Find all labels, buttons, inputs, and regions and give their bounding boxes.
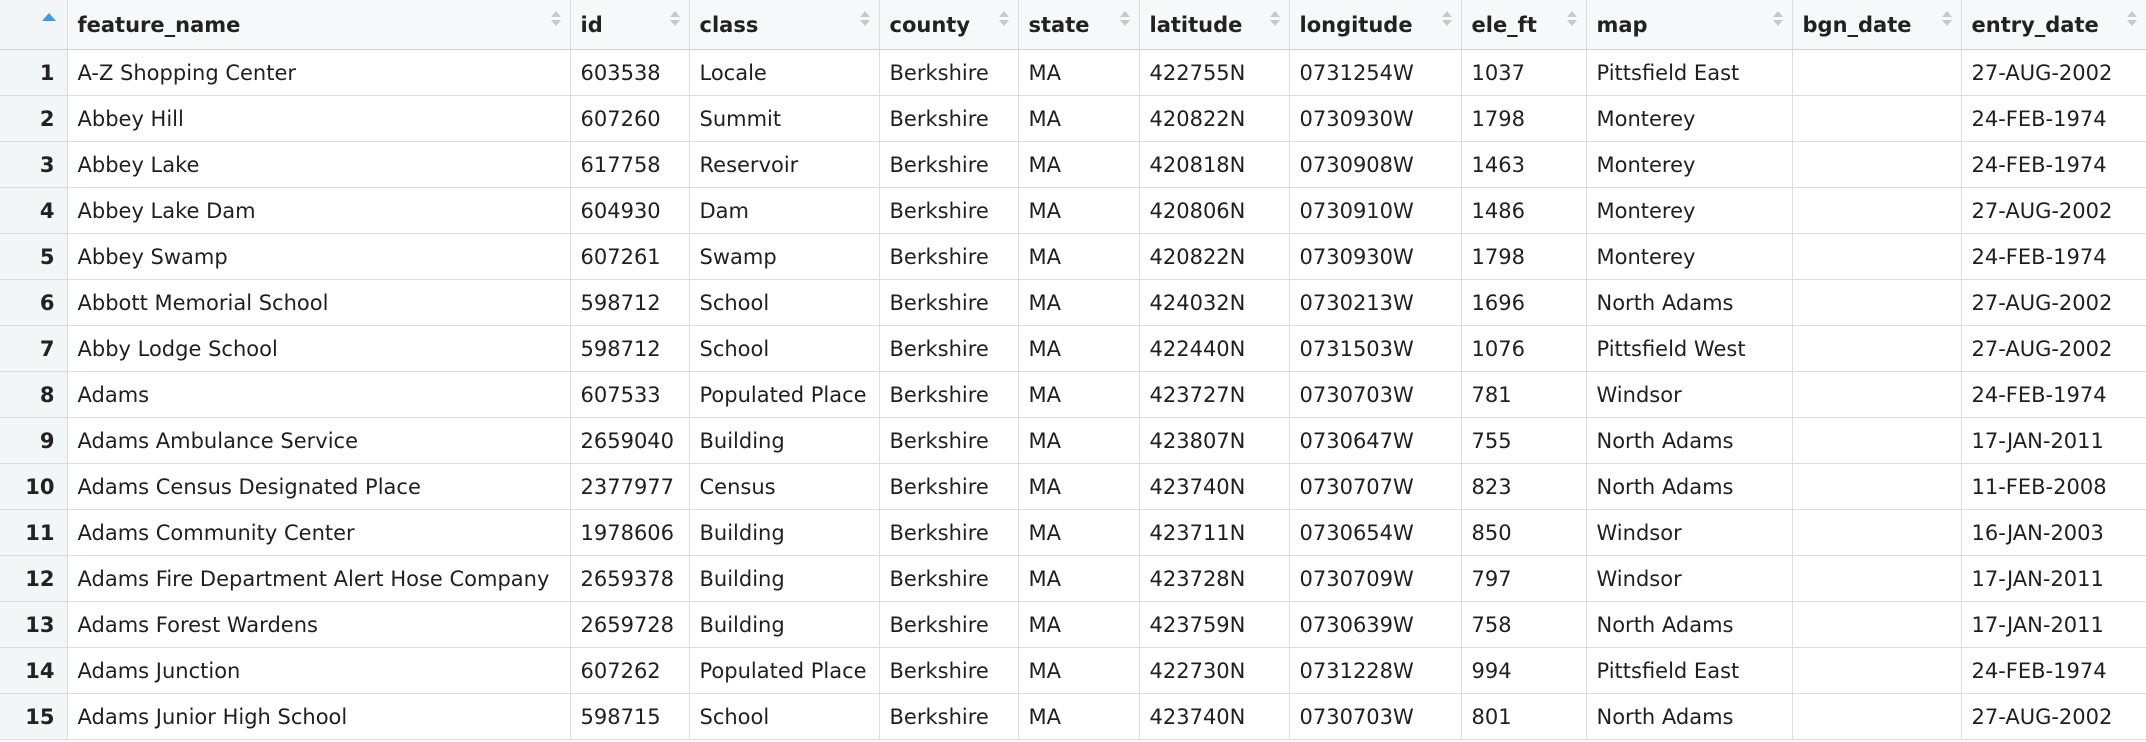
cell-latitude: 423740N [1139, 464, 1289, 510]
sort-arrows-icon [669, 9, 681, 31]
cell-bgn-date [1792, 464, 1961, 510]
cell-latitude: 423727N [1139, 372, 1289, 418]
column-header-label: longitude [1299, 12, 1413, 37]
cell-id: 617758 [570, 142, 689, 188]
cell-ele-ft: 801 [1461, 694, 1586, 740]
cell-state: MA [1018, 326, 1139, 372]
cell-class: Reservoir [689, 142, 879, 188]
row-number: 13 [0, 602, 67, 648]
column-header-county[interactable] [879, 0, 1018, 50]
cell-bgn-date [1792, 694, 1961, 740]
cell-class: Swamp [689, 234, 879, 280]
cell-latitude: 423759N [1139, 602, 1289, 648]
cell-class: Populated Place [689, 648, 879, 694]
cell-latitude: 422730N [1139, 648, 1289, 694]
table-row[interactable] [0, 326, 2146, 372]
cell-map: Pittsfield West [1586, 326, 1792, 372]
cell-id: 598715 [570, 694, 689, 740]
table-row[interactable] [0, 694, 2146, 740]
column-header-label: county [889, 12, 971, 37]
cell-map: North Adams [1586, 464, 1792, 510]
cell-feature-name: Abbey Swamp [67, 234, 570, 280]
cell-county: Berkshire [879, 50, 1018, 96]
cell-id: 1978606 [570, 510, 689, 556]
table-row[interactable] [0, 602, 2146, 648]
cell-class: School [689, 694, 879, 740]
table-row[interactable] [0, 372, 2146, 418]
cell-feature-name: Adams Junior High School [67, 694, 570, 740]
cell-entry-date: 24-FEB-1974 [1961, 372, 2146, 418]
column-header-label: state [1028, 12, 1090, 37]
row-number: 11 [0, 510, 67, 556]
cell-county: Berkshire [879, 510, 1018, 556]
row-number-header[interactable] [0, 0, 67, 50]
cell-latitude: 423740N [1139, 694, 1289, 740]
column-header-label: feature_name [77, 12, 241, 37]
cell-county: Berkshire [879, 372, 1018, 418]
cell-bgn-date [1792, 142, 1961, 188]
cell-ele-ft: 1037 [1461, 50, 1586, 96]
cell-entry-date: 24-FEB-1974 [1961, 142, 2146, 188]
cell-state: MA [1018, 464, 1139, 510]
cell-bgn-date [1792, 188, 1961, 234]
column-header-label: class [699, 12, 759, 37]
cell-county: Berkshire [879, 602, 1018, 648]
sort-ascending-icon [42, 13, 56, 21]
cell-county: Berkshire [879, 234, 1018, 280]
table-row[interactable] [0, 556, 2146, 602]
cell-state: MA [1018, 142, 1139, 188]
row-number: 12 [0, 556, 67, 602]
cell-latitude: 420818N [1139, 142, 1289, 188]
row-number: 14 [0, 648, 67, 694]
table-row[interactable] [0, 142, 2146, 188]
cell-state: MA [1018, 418, 1139, 464]
cell-id: 603538 [570, 50, 689, 96]
cell-bgn-date [1792, 418, 1961, 464]
cell-entry-date: 24-FEB-1974 [1961, 648, 2146, 694]
cell-county: Berkshire [879, 96, 1018, 142]
cell-state: MA [1018, 372, 1139, 418]
cell-county: Berkshire [879, 142, 1018, 188]
cell-latitude: 423728N [1139, 556, 1289, 602]
table-row[interactable] [0, 280, 2146, 326]
cell-class: School [689, 280, 879, 326]
cell-class: Locale [689, 50, 879, 96]
cell-longitude: 0730647W [1289, 418, 1461, 464]
table-body [0, 50, 2146, 740]
cell-longitude: 0730703W [1289, 372, 1461, 418]
table-row[interactable] [0, 188, 2146, 234]
row-number: 9 [0, 418, 67, 464]
cell-id: 604930 [570, 188, 689, 234]
column-header-feature-name[interactable] [67, 0, 570, 50]
cell-entry-date: 27-AUG-2002 [1961, 188, 2146, 234]
cell-class: School [689, 326, 879, 372]
column-header-bgn-date[interactable] [1792, 0, 1961, 50]
cell-entry-date: 24-FEB-1974 [1961, 234, 2146, 280]
cell-ele-ft: 797 [1461, 556, 1586, 602]
cell-ele-ft: 1798 [1461, 234, 1586, 280]
sort-arrows-icon [1941, 9, 1953, 31]
cell-id: 598712 [570, 280, 689, 326]
cell-state: MA [1018, 694, 1139, 740]
cell-state: MA [1018, 234, 1139, 280]
row-number: 6 [0, 280, 67, 326]
cell-map: North Adams [1586, 694, 1792, 740]
cell-ele-ft: 755 [1461, 418, 1586, 464]
cell-class: Census [689, 464, 879, 510]
cell-entry-date: 17-JAN-2011 [1961, 556, 2146, 602]
row-number: 7 [0, 326, 67, 372]
cell-longitude: 0730654W [1289, 510, 1461, 556]
cell-map: Monterey [1586, 188, 1792, 234]
column-header-label: bgn_date [1802, 12, 1912, 37]
cell-ele-ft: 823 [1461, 464, 1586, 510]
cell-class: Building [689, 510, 879, 556]
cell-entry-date: 17-JAN-2011 [1961, 418, 2146, 464]
cell-map: Windsor [1586, 556, 1792, 602]
cell-latitude: 422440N [1139, 326, 1289, 372]
cell-bgn-date [1792, 510, 1961, 556]
cell-feature-name: Adams Census Designated Place [67, 464, 570, 510]
table-row[interactable] [0, 510, 2146, 556]
cell-id: 607260 [570, 96, 689, 142]
cell-longitude: 0730908W [1289, 142, 1461, 188]
column-header-map[interactable] [1586, 0, 1792, 50]
cell-feature-name: Abby Lodge School [67, 326, 570, 372]
cell-longitude: 0730910W [1289, 188, 1461, 234]
cell-id: 607261 [570, 234, 689, 280]
cell-map: Pittsfield East [1586, 50, 1792, 96]
row-number: 10 [0, 464, 67, 510]
cell-latitude: 420806N [1139, 188, 1289, 234]
cell-state: MA [1018, 280, 1139, 326]
cell-county: Berkshire [879, 188, 1018, 234]
cell-state: MA [1018, 510, 1139, 556]
column-header-longitude[interactable] [1289, 0, 1461, 50]
cell-id: 598712 [570, 326, 689, 372]
row-number: 1 [0, 50, 67, 96]
cell-state: MA [1018, 50, 1139, 96]
cell-map: Monterey [1586, 96, 1792, 142]
cell-county: Berkshire [879, 280, 1018, 326]
cell-longitude: 0730930W [1289, 234, 1461, 280]
cell-class: Summit [689, 96, 879, 142]
cell-latitude: 420822N [1139, 96, 1289, 142]
column-header-id[interactable] [570, 0, 689, 50]
cell-entry-date: 17-JAN-2011 [1961, 602, 2146, 648]
cell-class: Building [689, 602, 879, 648]
cell-feature-name: Adams Junction [67, 648, 570, 694]
row-number: 5 [0, 234, 67, 280]
cell-map: Windsor [1586, 372, 1792, 418]
cell-id: 2659728 [570, 602, 689, 648]
cell-bgn-date [1792, 280, 1961, 326]
cell-map: North Adams [1586, 280, 1792, 326]
row-number: 8 [0, 372, 67, 418]
sort-arrows-icon [1566, 9, 1578, 31]
cell-longitude: 0730707W [1289, 464, 1461, 510]
sort-arrows-icon [2126, 9, 2138, 31]
cell-latitude: 420822N [1139, 234, 1289, 280]
cell-entry-date: 27-AUG-2002 [1961, 694, 2146, 740]
cell-bgn-date [1792, 96, 1961, 142]
row-number: 2 [0, 96, 67, 142]
sort-arrows-icon [859, 9, 871, 31]
cell-latitude: 423807N [1139, 418, 1289, 464]
sort-arrows-icon [998, 9, 1010, 31]
cell-longitude: 0730709W [1289, 556, 1461, 602]
row-number: 15 [0, 694, 67, 740]
cell-county: Berkshire [879, 694, 1018, 740]
cell-feature-name: Adams [67, 372, 570, 418]
table-row[interactable] [0, 50, 2146, 96]
header-row [0, 0, 2146, 50]
cell-entry-date: 27-AUG-2002 [1961, 50, 2146, 96]
cell-bgn-date [1792, 556, 1961, 602]
cell-longitude: 0731228W [1289, 648, 1461, 694]
cell-ele-ft: 1486 [1461, 188, 1586, 234]
cell-map: North Adams [1586, 602, 1792, 648]
sort-arrows-icon [1269, 9, 1281, 31]
cell-ele-ft: 850 [1461, 510, 1586, 556]
cell-county: Berkshire [879, 648, 1018, 694]
cell-map: North Adams [1586, 418, 1792, 464]
cell-class: Building [689, 418, 879, 464]
cell-map: Monterey [1586, 142, 1792, 188]
sort-arrows-icon [1772, 9, 1784, 31]
cell-ele-ft: 1798 [1461, 96, 1586, 142]
cell-state: MA [1018, 96, 1139, 142]
cell-county: Berkshire [879, 418, 1018, 464]
cell-latitude: 423711N [1139, 510, 1289, 556]
cell-state: MA [1018, 556, 1139, 602]
cell-longitude: 0731254W [1289, 50, 1461, 96]
cell-longitude: 0731503W [1289, 326, 1461, 372]
cell-longitude: 0730639W [1289, 602, 1461, 648]
cell-entry-date: 27-AUG-2002 [1961, 280, 2146, 326]
cell-county: Berkshire [879, 556, 1018, 602]
cell-county: Berkshire [879, 326, 1018, 372]
column-header-label: map [1596, 12, 1648, 37]
cell-bgn-date [1792, 602, 1961, 648]
cell-feature-name: A-Z Shopping Center [67, 50, 570, 96]
table-row[interactable] [0, 464, 2146, 510]
cell-bgn-date [1792, 648, 1961, 694]
cell-ele-ft: 1076 [1461, 326, 1586, 372]
cell-feature-name: Abbey Lake [67, 142, 570, 188]
cell-ele-ft: 781 [1461, 372, 1586, 418]
cell-id: 2659040 [570, 418, 689, 464]
table-row[interactable] [0, 96, 2146, 142]
cell-bgn-date [1792, 50, 1961, 96]
cell-feature-name: Adams Ambulance Service [67, 418, 570, 464]
column-header-label: ele_ft [1471, 12, 1537, 37]
cell-id: 2659378 [570, 556, 689, 602]
column-header-label: id [580, 12, 603, 37]
table-row[interactable] [0, 234, 2146, 280]
table-row[interactable] [0, 418, 2146, 464]
cell-entry-date: 27-AUG-2002 [1961, 326, 2146, 372]
row-number: 3 [0, 142, 67, 188]
cell-class: Populated Place [689, 372, 879, 418]
cell-map: Pittsfield East [1586, 648, 1792, 694]
cell-entry-date: 16-JAN-2003 [1961, 510, 2146, 556]
cell-ele-ft: 1463 [1461, 142, 1586, 188]
cell-id: 607262 [570, 648, 689, 694]
column-header-ele-ft[interactable] [1461, 0, 1586, 50]
cell-county: Berkshire [879, 464, 1018, 510]
column-header-class[interactable] [689, 0, 879, 50]
column-header-label: entry_date [1971, 12, 2099, 37]
row-number: 4 [0, 188, 67, 234]
cell-state: MA [1018, 602, 1139, 648]
cell-feature-name: Abbey Hill [67, 96, 570, 142]
cell-state: MA [1018, 188, 1139, 234]
cell-feature-name: Abbott Memorial School [67, 280, 570, 326]
cell-feature-name: Adams Forest Wardens [67, 602, 570, 648]
cell-longitude: 0730930W [1289, 96, 1461, 142]
cell-feature-name: Adams Community Center [67, 510, 570, 556]
table-row[interactable] [0, 648, 2146, 694]
cell-feature-name: Abbey Lake Dam [67, 188, 570, 234]
cell-state: MA [1018, 648, 1139, 694]
cell-class: Dam [689, 188, 879, 234]
cell-latitude: 424032N [1139, 280, 1289, 326]
cell-id: 607533 [570, 372, 689, 418]
column-header-label: latitude [1149, 12, 1243, 37]
cell-latitude: 422755N [1139, 50, 1289, 96]
cell-ele-ft: 1696 [1461, 280, 1586, 326]
column-header-state[interactable] [1018, 0, 1139, 50]
cell-class: Building [689, 556, 879, 602]
column-header-entry-date[interactable] [1961, 0, 2146, 50]
sort-arrows-icon [550, 9, 562, 31]
cell-bgn-date [1792, 372, 1961, 418]
cell-ele-ft: 994 [1461, 648, 1586, 694]
cell-map: Monterey [1586, 234, 1792, 280]
cell-feature-name: Adams Fire Department Alert Hose Company [67, 556, 570, 602]
cell-entry-date: 11-FEB-2008 [1961, 464, 2146, 510]
sort-arrows-icon [1119, 9, 1131, 31]
cell-map: Windsor [1586, 510, 1792, 556]
cell-entry-date: 24-FEB-1974 [1961, 96, 2146, 142]
cell-longitude: 0730213W [1289, 280, 1461, 326]
column-header-latitude[interactable] [1139, 0, 1289, 50]
cell-id: 2377977 [570, 464, 689, 510]
cell-longitude: 0730703W [1289, 694, 1461, 740]
cell-bgn-date [1792, 326, 1961, 372]
cell-bgn-date [1792, 234, 1961, 280]
cell-ele-ft: 758 [1461, 602, 1586, 648]
sort-arrows-icon [1441, 9, 1453, 31]
